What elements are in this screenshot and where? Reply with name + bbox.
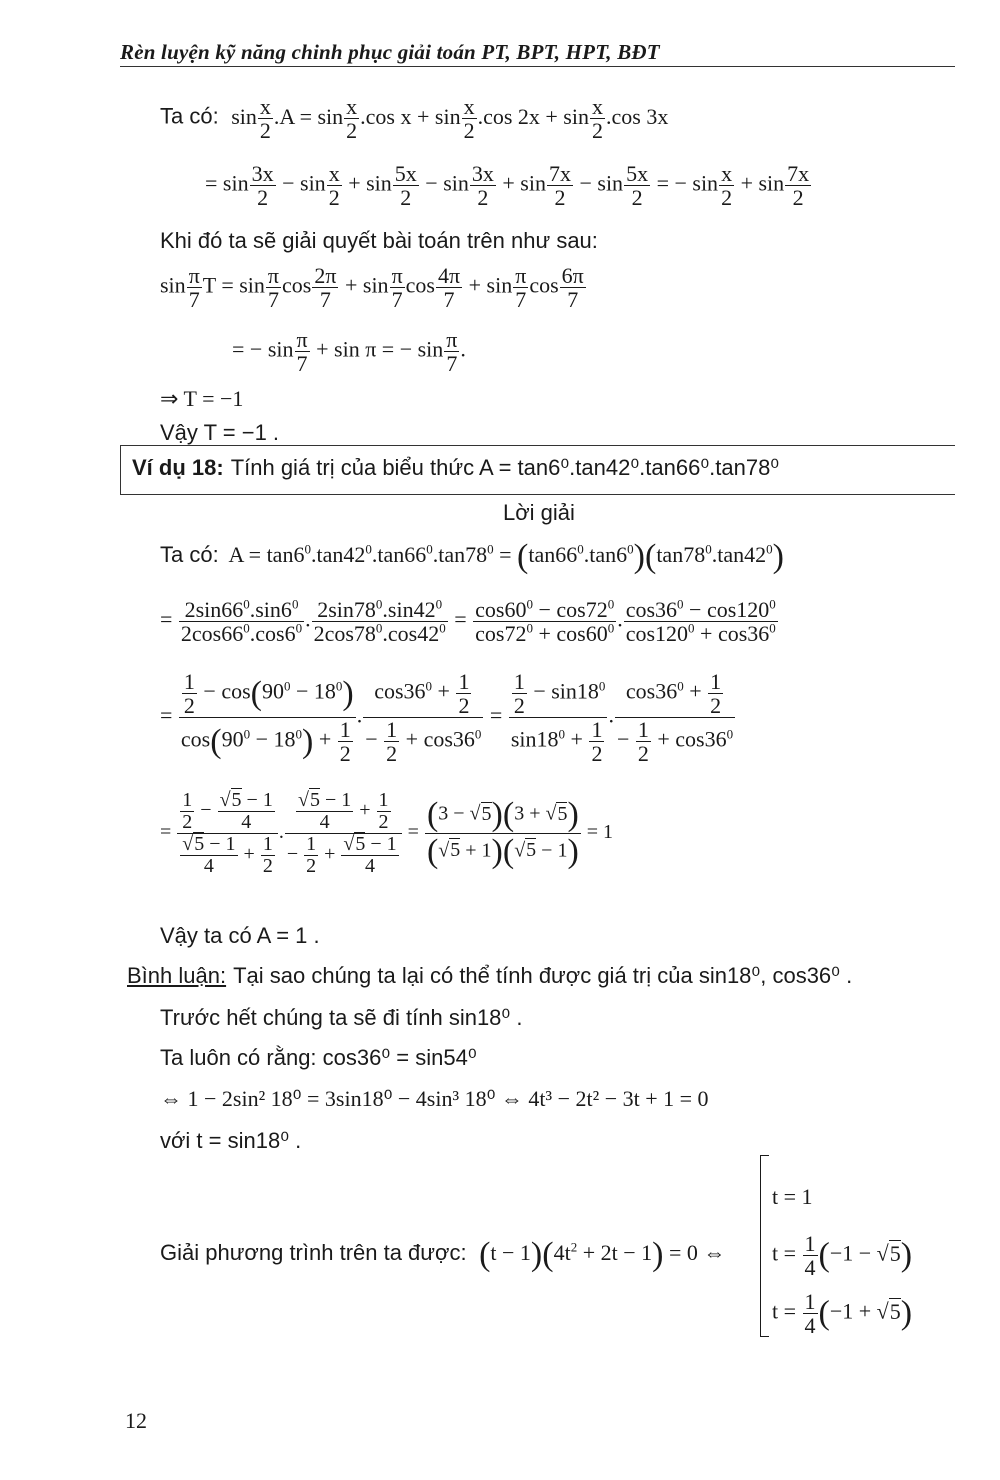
case-3: t = $\frac{1}{4}$ (−1 + √5) xyxy=(772,1289,913,1339)
eq-A-line: Ta có: $A = \tan 6^0.\tan 42^0.\tan 66^0.\tan 78^0 = (\tan 66^0.\tan 6^0)(\tan 78^0.\tan 42^0)$ xyxy=(160,538,784,575)
eq-line-5: = − sin $\frac{\pi}{7}$ + sin π = − sin $\frac{\pi}{7}$ . xyxy=(232,327,466,377)
final-eq-line xyxy=(160,1238,725,1272)
case-1: t = 1 xyxy=(772,1184,813,1209)
case-2: t = $\frac{1}{4}$ (−1 − √5) xyxy=(772,1231,913,1281)
example-label: Ví dụ 18: xyxy=(132,455,224,480)
solution-heading: Lời giải xyxy=(503,500,575,525)
math-expr: sin $\frac{x}{2}$ .A = sin $\frac{x}{2}$ .cos x + sin $\frac{x}{2}$ .cos 2x + sin $\frac{x}{2}$ .cos 3x xyxy=(225,94,669,144)
equiv-line: ⇔ 1 − 2sin² 18⁰ = 3sin18⁰ − 4sin³ 18⁰ ⇔ 4t³ − 2t² − 3t + 1 = 0 xyxy=(160,1086,709,1111)
vay-line-1: Vậy T = −1 . xyxy=(160,420,280,445)
binh-luan-text: Tại sao chúng ta lại có thể tính được giá trị của sin18⁰, cos36⁰ . xyxy=(233,963,853,988)
eq-line-2: = sin $\frac{3x}{2}$ − sin $\frac{x}{2}$ + sin $\frac{5x}{2}$ − sin $\frac{3x}{2}$ + sin $\frac{7x}{2}$ − sin $\frac{5x}{2}$ = − sin $\frac{x}{2}$ + sin $\frac{7x}{2}$ xyxy=(205,161,810,211)
eq-sqrt-line: = $\frac{1}{2}$ − $\frac{√5 - 1}{4}$ $\frac{√5 - 1}{4}$ + $\frac{1}{2}$ . $\frac{√5 - 1}{4}$ + $\frac{1}{2}$ − $\frac{1}{2}$ + $\frac{√5 - 1}{4}$ = $\frac{(3 - √5)(3 + √5)}{(√5 + 1)(√5 - 1)}$ = 1 xyxy=(160,789,614,877)
example-box xyxy=(120,445,955,495)
eq-ratio-line: = $\frac{2\sin 66^0.\sin 6^0}{2\cos 66^0.\cos 6^0}$ . $\frac{2\sin 78^0.\sin 42^0}{2\cos 78^0.\cos 42^0}$ = $\frac{\cos 60^0 - \cos 72^0}{\cos 72^0 + \cos 60^0}$ . $\frac{\cos 36^0 - \cos 120^0}{\cos 120^0 + \cos 36^0}$ xyxy=(160,596,776,647)
box-border-bottom xyxy=(120,494,955,495)
running-header: Rèn luyện kỹ năng chinh phục giải toán PT, BPT, HPT, BĐT xyxy=(120,40,660,64)
header-rule xyxy=(120,66,955,67)
example-text: Tính giá trị của biểu thức A = tan6⁰.tan42⁰.tan66⁰.tan78⁰ xyxy=(230,455,780,480)
final-factor: $(t - 1)(4t^2 + 2t - 1) = 0$ ⇔ xyxy=(479,1236,726,1273)
eq-line-1 xyxy=(160,95,668,142)
luon-co-line: Ta luôn có rằng: cos36⁰ = sin54⁰ xyxy=(160,1045,477,1070)
implies-line: ⇒ T = −1 xyxy=(160,386,244,411)
eq-line-4: sin $\frac{\pi}{7}$ T = sin $\frac{\pi}{7}$ cos $\frac{2\pi}{7}$ + sin $\frac{\pi}{7}$ cos $\frac{4\pi}{7}$ + sin $\frac{\pi}{7}$ cos $\frac{6\pi}{7}$ xyxy=(160,263,584,313)
khi-do-line: Khi đó ta sẽ giải quyết bài toán trên như sau: xyxy=(160,228,598,253)
box-border-top xyxy=(120,445,955,446)
binh-luan-line xyxy=(127,965,852,988)
example-heading xyxy=(132,457,779,480)
cases-bracket xyxy=(760,1155,769,1337)
truoc-het-line: Trước hết chúng ta sẽ đi tính sin18⁰ . xyxy=(160,1005,523,1030)
voi-line: với t = sin18⁰ . xyxy=(160,1128,302,1153)
giai-pt-label: Giải phương trình trên ta được: xyxy=(160,1240,467,1266)
binh-luan-label: Bình luận: xyxy=(127,963,227,988)
vay-line-2: Vậy ta có A = 1 . xyxy=(160,923,320,948)
eq-complex-line: = $\frac{1}{2}$ − $\cos(90^0 - 18^0)$ $\cos(90^0 - 18^0)$ + $\frac{1}{2}$ . $\cos 36^0$ + $\frac{1}{2}$ − $\frac{1}{2}$ + $\cos 36^0$ = $\frac{1}{2}$ − $\sin 18^0$ $\sin 18^0$ + $\frac{1}{2}$ . $\cos 36^0$ + $\frac{1}{2}$ − $\frac{1}{2}$ + $\cos 36^0$ xyxy=(160,669,734,767)
box-border-left xyxy=(120,445,121,495)
ta-co-label: Ta có: xyxy=(160,103,219,129)
page-number: 12 xyxy=(125,1408,147,1433)
